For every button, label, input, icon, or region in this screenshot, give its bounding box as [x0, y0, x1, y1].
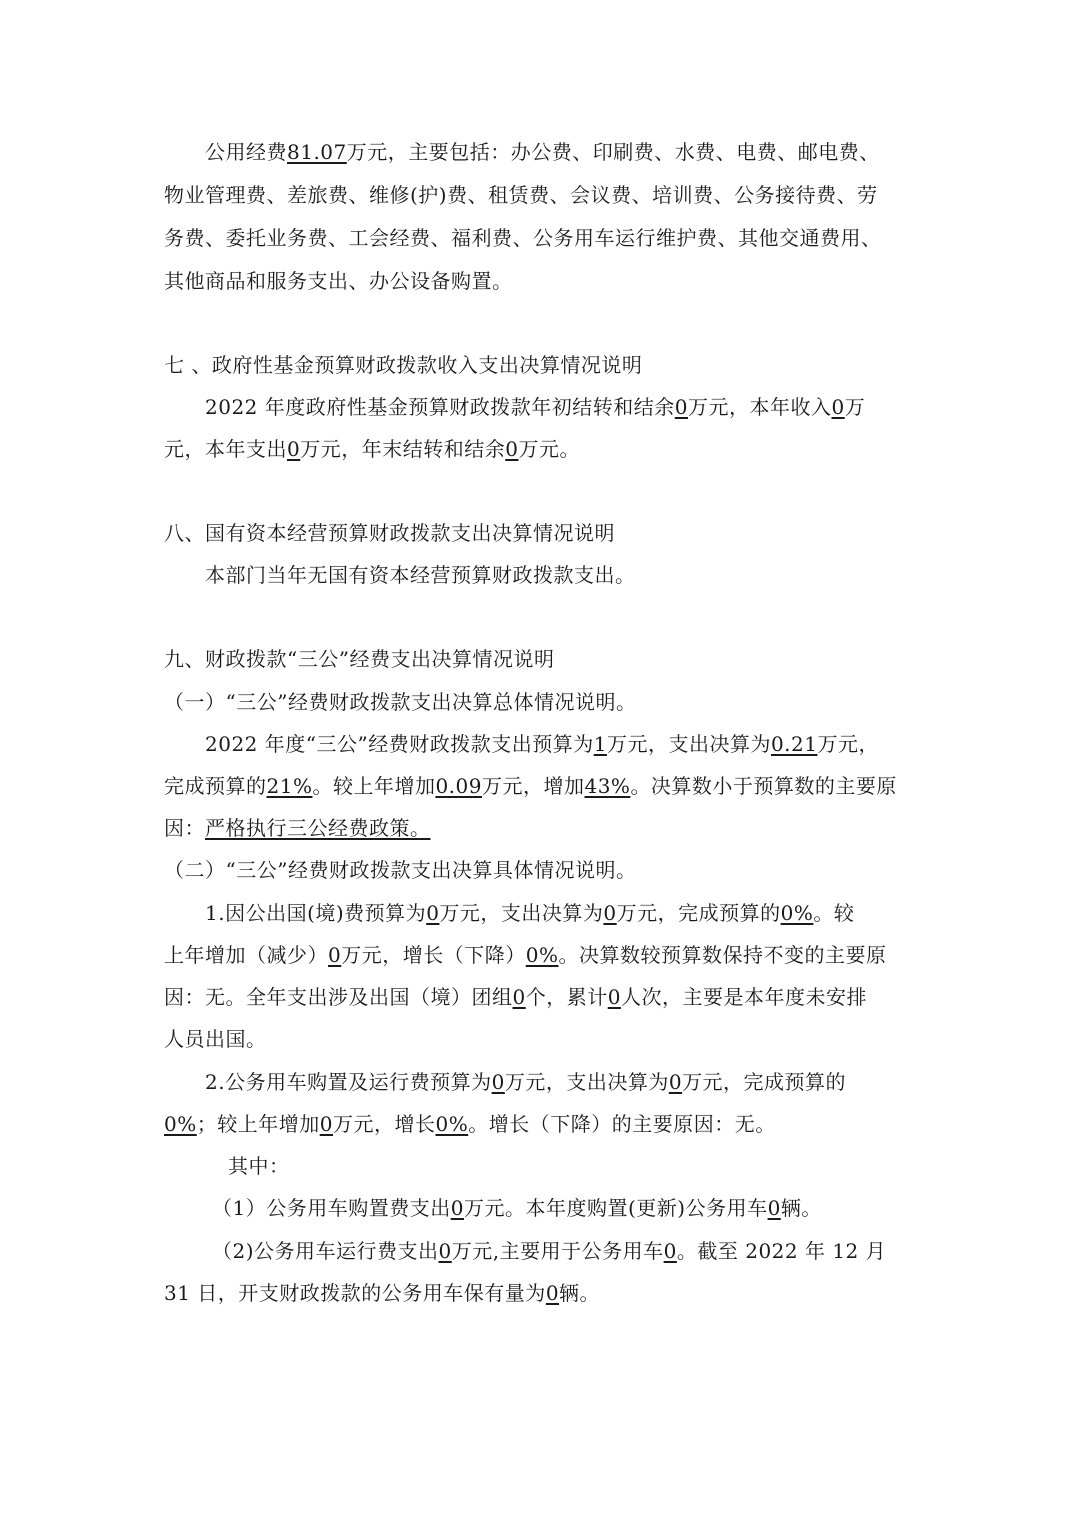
- amount: 0: [426, 901, 440, 925]
- section9-overall-line-1: [205, 730, 965, 758]
- section9-overall-line-2: [164, 772, 924, 800]
- text: 万元。: [518, 437, 580, 461]
- count: 0: [545, 1281, 560, 1305]
- amount: 1: [593, 732, 607, 756]
- vehicle-line-1: [205, 1068, 965, 1096]
- amount: 0: [505, 437, 519, 461]
- percent: 43%: [584, 774, 631, 798]
- count: 0: [663, 1239, 677, 1263]
- amount: 0: [603, 901, 617, 925]
- amount: 0: [328, 943, 342, 967]
- text: 万元，完成预算的: [616, 901, 781, 925]
- percent: 21%: [266, 774, 313, 798]
- text: 万元，完成预算的: [682, 1070, 847, 1094]
- text: 万元，增加: [481, 774, 585, 798]
- overseas-line-1: [205, 899, 965, 927]
- section9-subheading-2: （二）“三公”经费财政拨款支出决算具体情况说明。: [164, 858, 637, 882]
- text: 万: [844, 395, 866, 419]
- overseas-line-3: [164, 983, 924, 1011]
- vehicle-operation-line-2: [164, 1279, 924, 1307]
- text: 个，累计: [525, 985, 608, 1009]
- text: 万元，支出决算为: [439, 901, 604, 925]
- amount: 0: [491, 1070, 505, 1094]
- public-expense-line-2: [164, 181, 924, 209]
- percent: 0%: [780, 901, 814, 925]
- amount: 0.21: [770, 732, 818, 756]
- amount: 0: [287, 437, 301, 461]
- text: 万元，支出决算为: [504, 1070, 669, 1094]
- text: 辆。: [780, 1196, 822, 1220]
- text: 元，本年支出: [164, 437, 287, 461]
- text: 公用经费: [205, 140, 287, 164]
- amount: 0: [438, 1239, 452, 1263]
- text: 上年增加（减少）: [164, 943, 328, 967]
- text: 万元。本年度购置(更新)公务用车: [463, 1196, 768, 1220]
- vehicle-operation-line-1: [212, 1237, 972, 1265]
- count: 0: [512, 985, 526, 1009]
- public-expense-line-3: [164, 224, 924, 252]
- overseas-line-2: [164, 941, 924, 969]
- section7-heading: 七 、政府性基金预算财政拨款收入支出决算情况说明: [164, 353, 643, 377]
- text: 万元，: [817, 732, 879, 756]
- amount: 0: [674, 395, 688, 419]
- text: 因：无。全年支出涉及出国（境）团组: [164, 985, 513, 1009]
- text: 。增长（下降）的主要原因：无。: [468, 1112, 776, 1136]
- percent: 0%: [435, 1112, 469, 1136]
- vehicle-line-2: [164, 1110, 924, 1138]
- among-label: 其中：: [228, 1154, 290, 1178]
- text: 。决算数较预算数保持不变的主要原: [558, 943, 887, 967]
- amount: 0.09: [435, 774, 482, 798]
- text: （2)公务用车运行费支出: [212, 1239, 439, 1263]
- text: 万元，支出决算为: [606, 732, 771, 756]
- overseas-line-4: 人员出国。: [164, 1027, 267, 1051]
- amount: 0: [450, 1196, 464, 1220]
- text: 。决算数小于预算数的主要原: [630, 774, 897, 798]
- amount: 0: [668, 1070, 683, 1094]
- section8-paragraph: 本部门当年无国有资本经营预算财政拨款支出。: [205, 563, 636, 587]
- public-expense-line-1: [205, 138, 965, 166]
- percent: 0%: [164, 1112, 197, 1136]
- public-expense-line-4: [164, 267, 924, 295]
- percent: 0%: [525, 943, 559, 967]
- text: 。较: [813, 901, 855, 925]
- text: 人次，主要是本年度未安排: [620, 985, 867, 1009]
- text: 物业管理费、差旅费、维修(护)费、租赁费、会议费、培训费、公务接待费、劳: [164, 183, 878, 207]
- section7-paragraph-line-2: [164, 435, 924, 463]
- text: 辆。: [559, 1281, 601, 1305]
- text: 务费、委托业务费、工会经费、福利费、公务用车运行维护费、其他交通费用、: [164, 226, 882, 250]
- vehicle-purchase-line: [212, 1194, 972, 1222]
- text: 完成预算的: [164, 774, 267, 798]
- section8-heading: 八、国有资本经营预算财政拨款支出决算情况说明: [164, 521, 615, 545]
- text: 万元,主要用于公务用车: [451, 1239, 664, 1263]
- text: 其他商品和服务支出、办公设备购置。: [164, 269, 513, 293]
- amount: 0: [831, 395, 845, 419]
- text: 31 日，开支财政拨款的公务用车保有量为: [164, 1281, 546, 1305]
- text: ；较上年增加: [196, 1112, 320, 1136]
- text: 万元，主要包括：办公费、印刷费、水费、电费、邮电费、: [346, 140, 880, 164]
- text: （1）公务用车购置费支出: [212, 1196, 451, 1220]
- section7-paragraph-line-1: [205, 393, 965, 421]
- text: 万元，本年收入: [688, 395, 832, 419]
- text: 。较上年增加: [312, 774, 436, 798]
- count: 0: [767, 1196, 781, 1220]
- section9-heading: 九、财政拨款“三公”经费支出决算情况说明: [164, 647, 555, 671]
- text: 万元，增长（下降）: [341, 943, 526, 967]
- text: 1.因公出国(境)费预算为: [205, 901, 427, 925]
- text: 。截至 2022 年 12 月: [676, 1239, 887, 1263]
- text: 万元，年末结转和结余: [300, 437, 506, 461]
- section9-subheading-1: （一）“三公”经费财政拨款支出决算总体情况说明。: [164, 690, 637, 714]
- amount: 0: [319, 1112, 333, 1136]
- text: 2022 年度“三公”经费财政拨款支出预算为: [205, 732, 594, 756]
- count: 0: [607, 985, 621, 1009]
- text: 因：: [164, 816, 205, 840]
- amount: 81.07: [287, 140, 347, 164]
- text: 2.公务用车购置及运行费预算为: [205, 1070, 492, 1094]
- text: 万元，增长: [332, 1112, 436, 1136]
- section9-overall-line-3: [164, 814, 924, 842]
- text: 2022 年度政府性基金预算财政拨款年初结转和结余: [205, 395, 675, 419]
- reason: 严格执行三公经费政策。: [205, 816, 431, 840]
